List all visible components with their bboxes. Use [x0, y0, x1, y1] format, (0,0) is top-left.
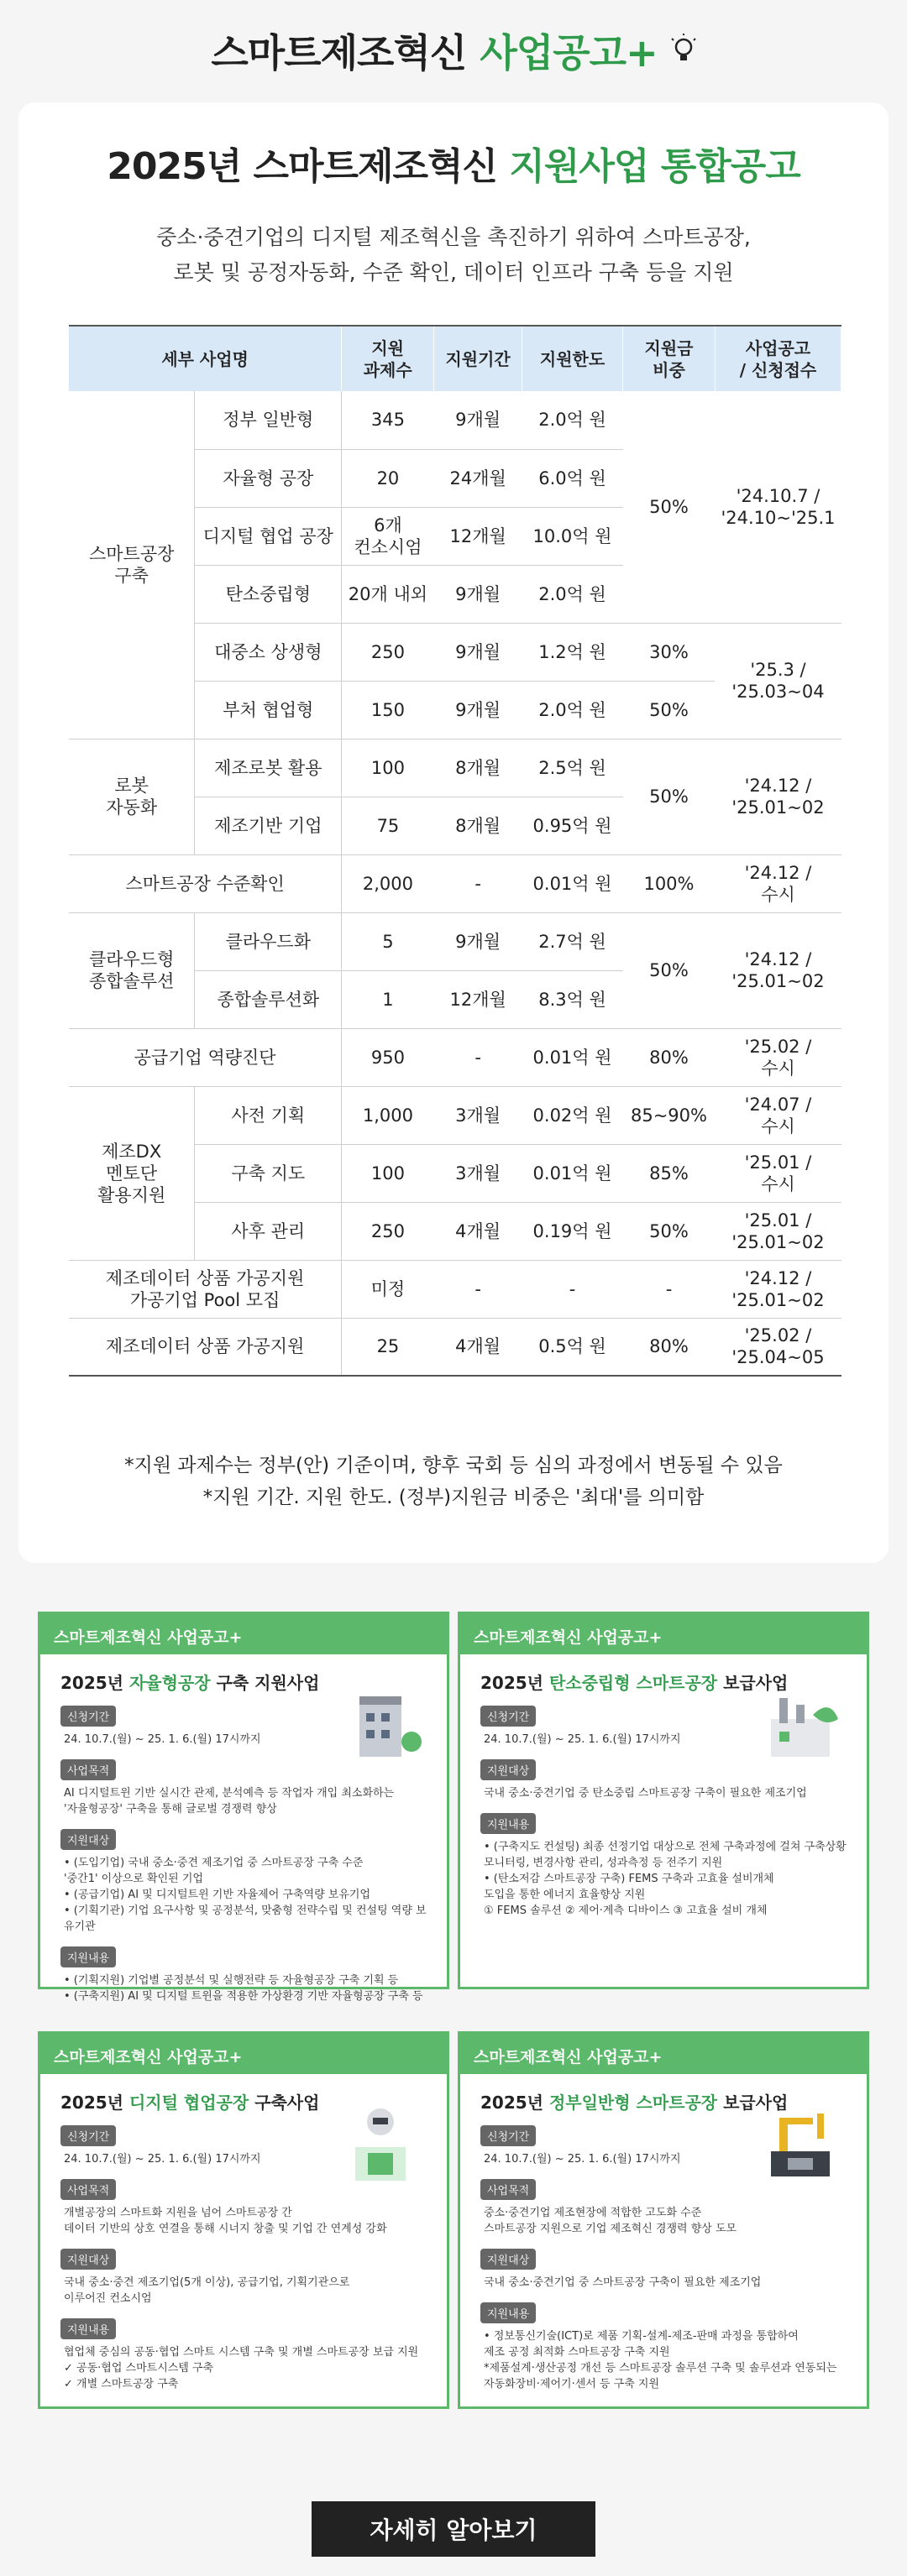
support-table [69, 325, 841, 1377]
text-purpose: AI 디지털트윈 기반 실시간 관제, 분석예측 등 작업자 개입 최소화하는 '자율형공장' 구축을 통해 글로벌 경쟁력 향상 [64, 1787, 395, 1816]
label-support: 지원내용 [480, 2302, 536, 2323]
card-carbon-neutral[interactable] [458, 1612, 869, 1989]
card-header: 스마트제조혁신 사업공고+ [40, 1614, 447, 1654]
label-period: 신청기간 [60, 1706, 116, 1727]
label-support: 지원내용 [60, 1946, 116, 1967]
card-title: 2025년 탄소중립형 스마트공장 보급사업 [480, 1673, 789, 1693]
card-title: 2025년 디지털 협업공장 구축사업 [60, 2093, 320, 2113]
table-row: 제조DX 멘토단 활용지원 사전 기획 1,000 3개월 0.02억 원 85~90% '24.07 / 수시 [69, 1086, 841, 1144]
card-title: 2025년 정부일반형 스마트공장 보급사업 [480, 2093, 789, 2113]
th-ratio: 지원금 비중 [623, 326, 716, 391]
table-row: 제조데이터 상품 가공지원 25 4개월 0.5억 원 80% '25.02 / '25.04~05 [69, 1318, 841, 1376]
label-purpose: 사업목적 [480, 2179, 536, 2200]
text-purpose: 개별공장의 스마트화 지원을 넘어 스마트공장 간 데이터 기반의 상호 연결을 통해 시너지 창출 및 기업 간 연계성 강화 [64, 2207, 387, 2235]
text-target: 국내 중소·중견기업 중 스마트공장 구축이 필요한 제조기업 [484, 2276, 762, 2289]
th-date: 사업공고 / 신청접수 [715, 326, 841, 391]
robot-chip-icon [334, 2101, 427, 2185]
table-row: 공급기업 역량진단 950 - 0.01억 원 80% '25.02 / 수시 [69, 1028, 841, 1086]
text-target: • (도입기업) 국내 중소·중견 제조기업 중 스마트공장 구축 수준 '중간1' 이상으로 확인된 기업 • (공급기업) AI 및 디지털트윈 기반 자율제어 구축역량 보유기업 • (기획기관) 기업 요구사항 및 공정분석, 맞춤형 전략수립 및 컨설팅 역량 보유기관 [64, 1857, 427, 1933]
header-title-accent: 사업공고+ [480, 30, 658, 76]
table-row: 종합솔루션화 1 12개월 8.3억 원 [69, 970, 841, 1028]
announcement-panel [18, 102, 889, 1563]
card-header: 스마트제조혁신 사업공고+ [460, 2034, 867, 2074]
label-target: 지원대상 [480, 1759, 536, 1780]
lightbulb-icon [671, 34, 696, 67]
text-period: 24. 10.7.(월) ~ 25. 1. 6.(월) 17시까지 [64, 2153, 261, 2166]
table-header-row [69, 326, 841, 391]
text-target: 국내 중소·중견기업 중 탄소중립 스마트공장 구축이 필요한 제조기업 [484, 1787, 807, 1800]
label-support: 지원내용 [480, 1813, 536, 1834]
table-row: 구축 지도 100 3개월 0.01억 원 85% '25.01 / 수시 [69, 1144, 841, 1202]
table-row: 탄소중립형 20개 내외 9개월 2.0억 원 [69, 565, 841, 623]
label-target: 지원대상 [60, 1829, 116, 1850]
card-autonomous-factory[interactable] [38, 1612, 449, 2003]
table-notes: *지원 과제수는 정부(안) 기준이며, 향후 국회 등 심의 과정에서 변동될 수 있음 *지원 기간. 지원 한도. (정부)지원금 비중은 '최대'를 의미함 [124, 1455, 783, 1508]
th-name: 세부 사업명 [69, 326, 342, 391]
label-target: 지원대상 [60, 2249, 116, 2270]
more-info-button[interactable]: 자세히 알아보기 [312, 2501, 595, 2557]
announcement-title: 2025년 스마트제조혁신 지원사업 통합공고 [107, 145, 800, 188]
label-period: 신청기간 [480, 1706, 536, 1727]
text-support: • (기획지원) 기업별 공정분석 및 실행전략 등 자율형공장 구축 기획 등 • (구축지원) AI 및 디지털 트윈을 적용한 가상환경 기반 자율형공장 구축 등 [64, 1974, 423, 2003]
table-row: 디지털 협업 공장 6개 컨소시엄 12개월 10.0억 원 [69, 507, 841, 565]
th-count: 지원 과제수 [342, 326, 434, 391]
table-row: 로봇 자동화 제조로봇 활용 100 8개월 2.5억 원 50% '24.12 / '25.01~02 [69, 739, 841, 797]
text-support: • 정보통신기술(ICT)로 제품 기획-설계-제조-판매 과정을 통합하여 제조 공정 최적화 스마트공장 구축 지원 *제품설계·생산공정 개선 등 스마트공장 솔루션 구축 및 솔루션과 연동되는 자동화장비·제어기·센서 등 구축 지원 [484, 2330, 837, 2391]
text-period: 24. 10.7.(월) ~ 25. 1. 6.(월) 17시까지 [64, 1733, 261, 1746]
table-row: 제조데이터 상품 가공지원 가공기업 Pool 모집 미정 - - - '24.12 / '25.01~02 [69, 1260, 841, 1318]
text-purpose: 중소·중견기업 제조현장에 적합한 고도화 수준 스마트공장 지원으로 기업 제조혁신 경쟁력 향상 도모 [484, 2207, 737, 2235]
label-period: 신청기간 [480, 2125, 536, 2146]
card-government-general[interactable] [458, 2031, 869, 2409]
th-limit: 지원한도 [522, 326, 623, 391]
table-row: 대중소 상생형 250 9개월 1.2억 원 30% '25.3 / '25.03~04 [69, 623, 841, 681]
card-digital-collab[interactable] [38, 2031, 449, 2409]
th-period: 지원기간 [434, 326, 522, 391]
table-row: 자율형 공장 20 24개월 6.0억 원 [69, 449, 841, 507]
card-header: 스마트제조혁신 사업공고+ [460, 1614, 867, 1654]
text-period: 24. 10.7.(월) ~ 25. 1. 6.(월) 17시까지 [484, 1733, 681, 1746]
label-support: 지원내용 [60, 2318, 116, 2339]
text-period: 24. 10.7.(월) ~ 25. 1. 6.(월) 17시까지 [484, 2153, 681, 2166]
card-header: 스마트제조혁신 사업공고+ [40, 2034, 447, 2074]
label-target: 지원대상 [480, 2249, 536, 2270]
page-header [0, 0, 907, 101]
text-support: 협업체 중심의 공동·협업 스마트 시스템 구축 및 개별 스마트공장 보급 지원 ✓ 공동·협업 스마트시스템 구축 ✓ 개별 스마트공장 구축 [64, 2346, 419, 2391]
table-row: 스마트공장 수준확인 2,000 - 0.01억 원 100% '24.12 / 수시 [69, 854, 841, 912]
factory-icon [334, 1681, 427, 1765]
label-purpose: 사업목적 [60, 1759, 116, 1780]
label-period: 신청기간 [60, 2125, 116, 2146]
eco-factory-icon [754, 1681, 847, 1765]
table-row: 클라우드형 종합솔루션 클라우드화 5 9개월 2.7억 원 50% '24.12 / '25.01~02 [69, 912, 841, 970]
table-row: 사후 관리 250 4개월 0.19억 원 50% '25.01 / '25.01~02 [69, 1202, 841, 1260]
text-target: 국내 중소·중견 제조기업(5개 이상), 공급기업, 기획기관으로 이루어진 컨소시엄 [64, 2276, 350, 2305]
card-title: 2025년 자율형공장 구축 지원사업 [60, 1673, 320, 1693]
table-row: 스마트공장 구축 정부 일반형 345 9개월 2.0억 원 50% '24.10.7 / '24.10~'25.1 [69, 391, 841, 449]
robot-arm-icon [754, 2101, 847, 2185]
text-support: • (구축지도 컨설팅) 최종 선정기업 대상으로 전체 구축과정에 걸쳐 구축상황 모니터링, 변경사항 관리, 성과측정 등 전주기 지원 • (탄소저감 스마트공장 구축) FEMS 구축과 고효율 설비개체 도입을 통한 에너지 효율향상 지원 ① FEMS 솔루션 ② 제어·계측 디바이스 ③ 고효율 설비 개체 [484, 1841, 847, 1917]
announcement-subtitle: 중소·중견기업의 디지털 제조혁신을 촉진하기 위하여 스마트공장, 로봇 및 공정자동화, 수준 확인, 데이터 인프라 구축 등을 지원 [156, 225, 751, 285]
table-row: 제조기반 기업 75 8개월 0.95억 원 [69, 797, 841, 854]
header-title: 스마트제조혁신 [211, 30, 467, 76]
label-purpose: 사업목적 [60, 2179, 116, 2200]
table-row: 부처 협업형 150 9개월 2.0억 원 50% [69, 681, 841, 739]
